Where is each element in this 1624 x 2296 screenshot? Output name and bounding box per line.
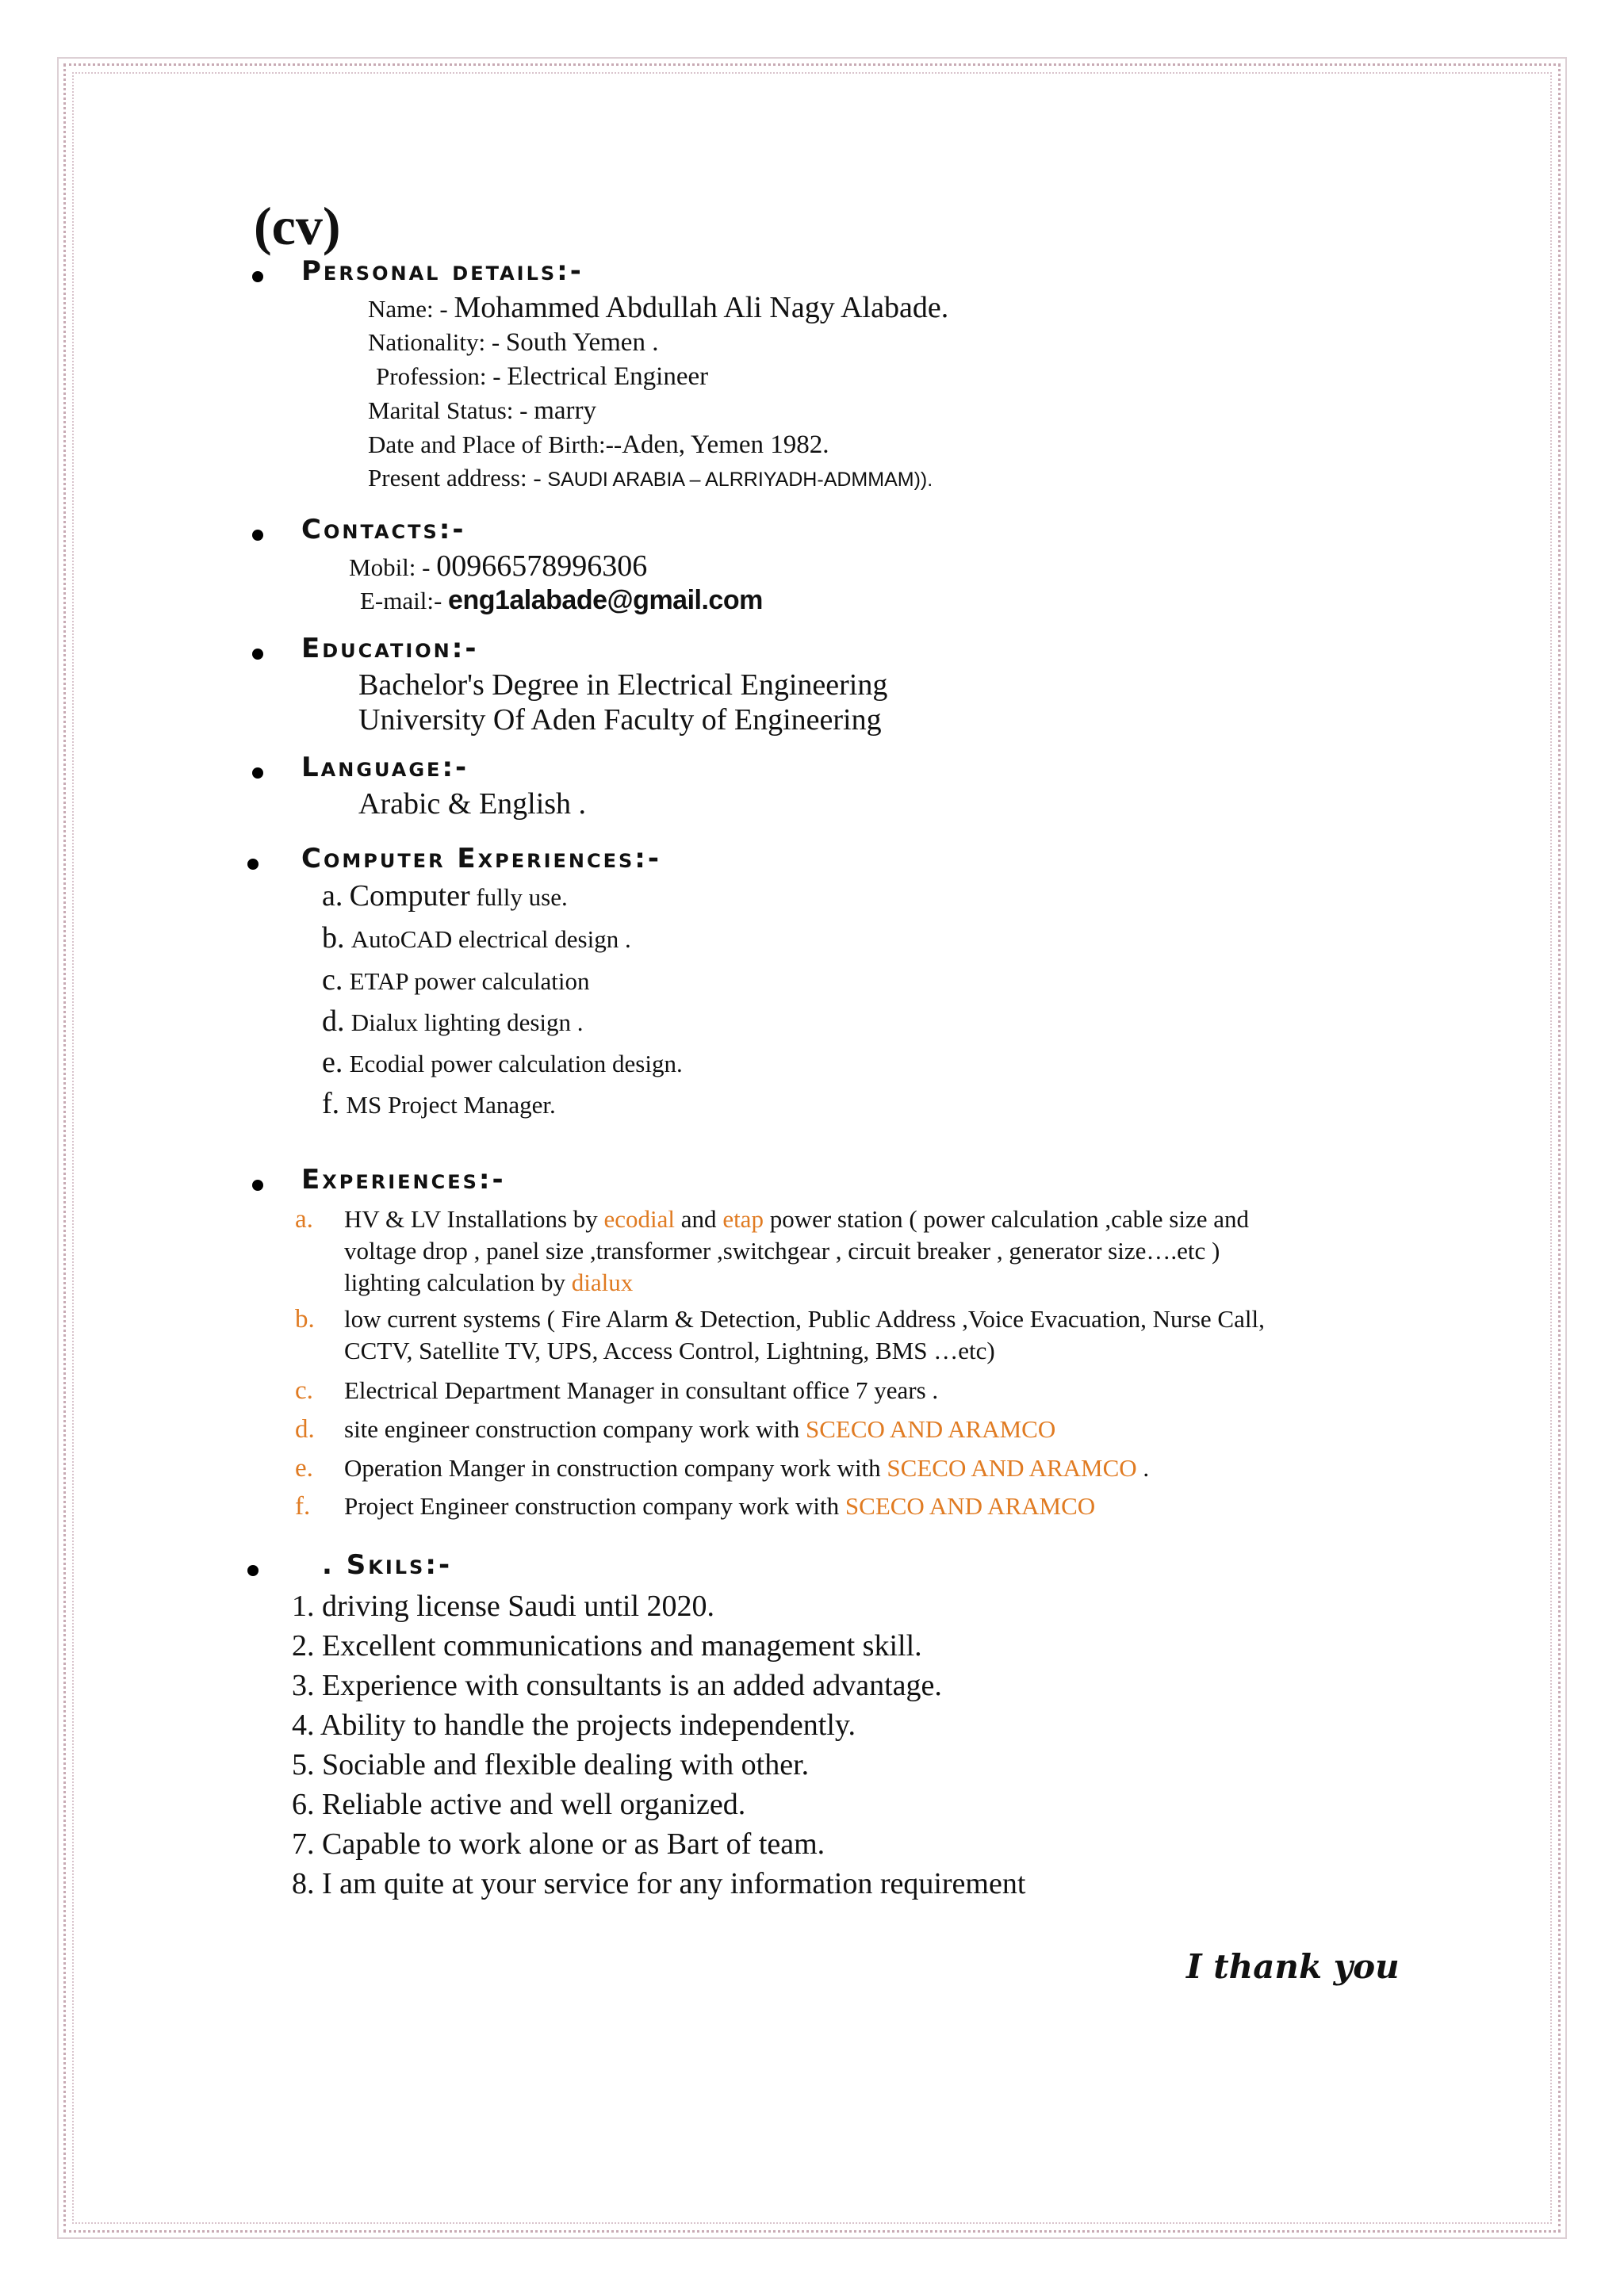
experience-highlight: etap — [722, 1205, 764, 1233]
email-value[interactable]: eng1alabade@gmail.com — [448, 585, 763, 615]
computer-item-first: AutoCAD — [350, 925, 453, 953]
skill-item: 4. Ability to handle the projects independently. — [292, 1709, 856, 1742]
experience-text: lighting calculation by — [344, 1269, 572, 1296]
mobile-line — [349, 549, 647, 584]
experience-highlight: SCECO AND ARAMCO — [805, 1415, 1056, 1443]
experience-highlight: SCECO AND ARAMCO — [845, 1492, 1096, 1520]
nationality-label: Nationality: - — [368, 328, 506, 356]
experience-text: Operation Manger in construction company work with — [344, 1454, 887, 1482]
computer-item — [322, 1045, 683, 1080]
experience-text: power station ( power calculation ,cable size and — [763, 1205, 1249, 1233]
skills-heading: . Skils:- — [322, 1549, 453, 1581]
page-border — [63, 63, 1561, 2233]
computer-item-rest: electrical design . — [452, 925, 631, 953]
experience-marker: b. — [295, 1305, 315, 1334]
birth-label: Date and Place of Birth:-- — [368, 430, 622, 458]
experience-marker: e. — [295, 1454, 313, 1483]
experience-item-d — [295, 1414, 1399, 1445]
computer-item-rest: fully use. — [469, 883, 568, 911]
computer-item-marker: c. — [322, 963, 343, 997]
experience-item-e — [295, 1452, 1399, 1484]
skill-item: 1. driving license Saudi until 2020. — [292, 1590, 715, 1623]
skill-item: 2. Excellent communications and management skill. — [292, 1629, 922, 1663]
experience-highlight: dialux — [571, 1269, 634, 1296]
computer-item — [322, 1004, 584, 1039]
computer-item-marker: a. — [322, 879, 343, 913]
experience-text: and — [675, 1205, 723, 1233]
language-value: Arabic & English . — [358, 787, 587, 821]
computer-item-marker: d. — [322, 1004, 345, 1038]
bullet — [247, 859, 259, 870]
computer-item-first: ETAP — [349, 967, 408, 995]
computer-item-marker: e. — [322, 1046, 343, 1079]
experience-item-f — [295, 1490, 1399, 1522]
computer-item-rest: lighting design . — [418, 1008, 584, 1036]
computer-item-marker: b. — [322, 921, 345, 955]
education-university: University Of Aden Faculty of Engineering — [358, 703, 882, 737]
experiences-heading: Experiences:- — [301, 1164, 506, 1196]
address-value: SAUDI ARABIA – ALRRIYADH-ADMMAM)). — [547, 469, 933, 491]
cv-title: (cv) — [254, 196, 341, 256]
experience-text: site engineer construction company work with — [344, 1415, 806, 1443]
experience-item-c — [295, 1375, 1399, 1406]
mobile-label: Mobil: - — [349, 553, 437, 581]
skill-item: 5. Sociable and flexible dealing with other. — [292, 1748, 810, 1781]
computer-item-first: MS — [346, 1091, 382, 1119]
experience-text: voltage drop , panel size ,transformer ,switchgear , circuit breaker , generator size….etc ) — [344, 1237, 1220, 1265]
profession-value: Electrical Engineer — [507, 362, 709, 391]
computer-item-first: Dialux — [350, 1008, 419, 1036]
address-line — [368, 464, 933, 493]
computer-item-first: Computer — [349, 879, 470, 913]
experience-text: low current systems ( Fire Alarm & Detection, Public Address ,Voice Evacuation, Nurse Call, — [344, 1305, 1265, 1333]
computer-item-rest: power calculation — [408, 967, 590, 995]
name-line — [368, 290, 948, 325]
profession-line — [376, 362, 708, 392]
birth-line — [368, 430, 829, 460]
skill-item: 7. Capable to work alone or as Bart of team. — [292, 1827, 825, 1861]
contacts-heading: Contacts:- — [301, 514, 466, 545]
marital-line — [368, 396, 596, 426]
bullet — [252, 271, 263, 282]
experience-text: CCTV, Satellite TV, UPS, Access Control, Lightning, BMS …etc) — [344, 1337, 995, 1364]
bullet — [252, 530, 263, 541]
experience-highlight: SCECO AND ARAMCO — [887, 1454, 1137, 1482]
experience-text: HV & LV Installations by — [344, 1205, 604, 1233]
experience-marker: c. — [295, 1376, 313, 1405]
mobile-value: 00966578996306 — [436, 549, 648, 583]
marital-label: Marital Status: - — [368, 396, 534, 424]
language-heading: Language:- — [301, 752, 469, 783]
experience-text: Project Engineer construction company work with — [344, 1492, 845, 1520]
experience-marker: a. — [295, 1205, 313, 1234]
experience-text: Electrical Department Manager in consultant office 7 years . — [344, 1376, 939, 1404]
computer-item-first: Ecodial — [349, 1050, 425, 1077]
skill-item: 6. Reliable active and well organized. — [292, 1788, 746, 1821]
birth-value: Aden, Yemen 1982. — [622, 430, 829, 459]
education-heading: Education:- — [301, 633, 479, 664]
email-line — [360, 585, 763, 616]
bullet — [247, 1565, 259, 1576]
name-label: Name: - — [368, 295, 454, 323]
skill-item: 8. I am quite at your service for any information requirement — [292, 1867, 1026, 1900]
computer-heading: Computer Experiences:- — [301, 843, 662, 874]
experience-marker: f. — [295, 1492, 311, 1521]
closing-signature: I thank you — [1186, 1947, 1400, 1986]
experience-text: . — [1136, 1454, 1150, 1482]
email-label: E-mail:- — [360, 587, 449, 614]
computer-item-marker: f. — [322, 1087, 340, 1120]
address-label: Present address: - — [368, 464, 548, 492]
experience-item-a — [295, 1203, 1399, 1299]
bullet — [252, 649, 263, 660]
computer-item-rest: power calculation design. — [424, 1050, 683, 1077]
experience-item-b — [295, 1303, 1399, 1367]
nationality-line — [368, 328, 658, 358]
skill-item: 3. Experience with consultants is an added advantage. — [292, 1669, 942, 1702]
computer-item-rest: Project Manager. — [381, 1091, 556, 1119]
marital-value: marry — [534, 396, 597, 425]
nationality-value: South Yemen . — [505, 328, 659, 357]
personal-details-heading: Personal details:- — [301, 255, 584, 287]
experience-marker: d. — [295, 1415, 315, 1444]
experience-highlight: ecodial — [603, 1205, 676, 1233]
education-degree: Bachelor's Degree in Electrical Engineering — [358, 668, 888, 702]
bullet — [252, 1180, 263, 1191]
computer-item — [322, 1086, 556, 1121]
computer-item — [322, 878, 568, 913]
bullet — [252, 767, 263, 779]
profession-label: Profession: - — [376, 362, 508, 390]
computer-item — [322, 962, 589, 997]
name-value: Mohammed Abdullah Ali Nagy Alabade. — [454, 291, 949, 324]
computer-item — [322, 920, 631, 955]
